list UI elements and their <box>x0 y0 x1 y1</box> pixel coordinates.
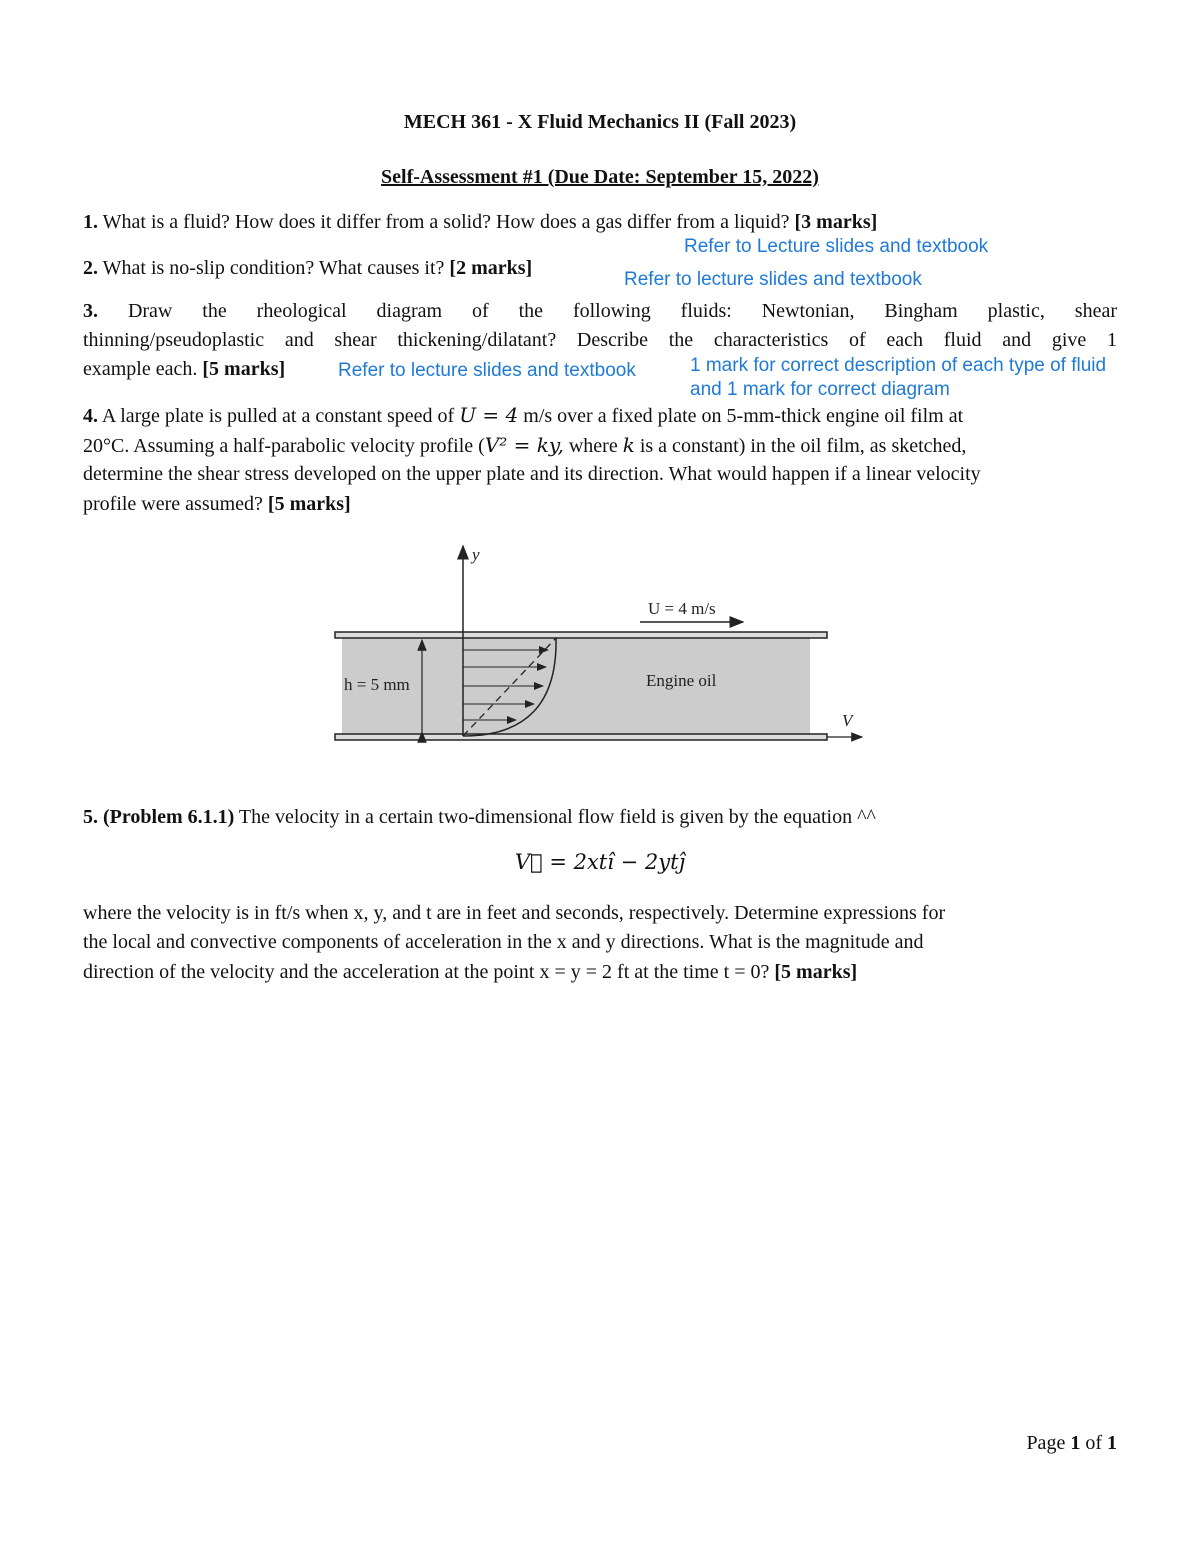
question-text: A large plate is pulled at a constant speed of <box>98 405 460 427</box>
question-number: 1. <box>83 211 98 233</box>
marks: [3 marks] <box>794 211 878 233</box>
v-label: V <box>842 711 853 730</box>
upper-plate <box>335 632 827 638</box>
question-number: 2. <box>83 257 98 279</box>
fluid-label: Engine oil <box>646 671 717 690</box>
page-total: 1 <box>1107 1432 1117 1454</box>
question-5-line-2: the local and convective components of acceleration in the x and y directions. What is the magnitude and <box>83 931 924 953</box>
question-text: The velocity in a certain two-dimensional flow field is given by the equation ^^ <box>234 806 876 828</box>
y-axis-label: y <box>472 545 480 564</box>
course-title: MECH 361 - X Fluid Mechanics II (Fall 2023) <box>403 111 797 133</box>
annotation-q3-left: Refer to lecture slides and textbook <box>338 360 636 381</box>
marks: [2 marks] <box>449 257 533 279</box>
assessment-title: Self-Assessment #1 (Due Date: September 15, 2022) <box>381 166 819 188</box>
question-number: 5. <box>83 806 98 828</box>
annotation-q2: Refer to lecture slides and textbook <box>624 269 922 290</box>
marks: [5 marks] <box>267 493 351 515</box>
h-label: h = 5 mm <box>344 675 410 694</box>
annotation-q1: Refer to Lecture slides and textbook <box>684 236 989 257</box>
lower-plate <box>335 734 827 740</box>
marks: [5 marks] <box>774 961 858 983</box>
velocity-equation: V⃗ = 2xtî − 2ytĵ <box>514 850 686 874</box>
question-3-line-2: thinning/pseudoplastic and shear thickening/dilatant? Describe the characteristics of each fluid and give 1 <box>83 329 1117 351</box>
question-2 <box>83 254 1117 283</box>
question-text: What is a fluid? How does it differ from a solid? How does a gas differ from a liquid? <box>98 211 795 233</box>
question-text: Draw the rheological diagram of the following fluids: Newtonian, Bingham plastic, shear <box>127 300 1117 322</box>
annotation-q3-right-1: 1 mark for correct description of each type of fluid <box>690 355 1107 376</box>
question-4-line-3: determine the shear stress developed on the upper plate and its direction. What would happen if a linear velocity <box>83 463 981 485</box>
question-1 <box>83 208 1117 237</box>
question-text: is a constant) in the oil film, as sketched, <box>634 435 967 457</box>
question-4-line-1 <box>83 401 1117 431</box>
question-number: 4. <box>83 405 98 427</box>
question-5-line-1: where the velocity is in ft/s when x, y, and t are in feet and seconds, respectively. Determine expressions for <box>83 902 946 924</box>
question-5-intro <box>83 803 1117 832</box>
question-text: profile were assumed? <box>83 493 268 515</box>
question-text: where <box>563 435 623 457</box>
question-4-line-4 <box>83 490 351 519</box>
question-5-line-3 <box>83 958 857 987</box>
marks: [5 marks] <box>202 358 286 380</box>
question-3-line-1 <box>83 297 1117 326</box>
question-text: 20°C. Assuming a half-parabolic velocity profile ( <box>83 435 485 457</box>
question-number: 3. <box>83 300 98 322</box>
page-number <box>1026 1432 1117 1455</box>
question-text: direction of the velocity and the acceleration at the point x = y = 2 ft at the time t = 0? <box>83 961 775 983</box>
math-expression: k <box>622 433 635 457</box>
question-4-line-2 <box>83 431 1117 461</box>
math-expression: U = 4 <box>459 403 519 427</box>
u-label: U = 4 m/s <box>648 599 716 618</box>
question-text: m/s over a fixed plate on 5-mm-thick engine oil film at <box>518 405 964 427</box>
math-expression: V² = ky, <box>484 433 564 457</box>
question-3-line-3 <box>83 355 285 384</box>
problem-reference: (Problem 6.1.1) <box>103 806 235 828</box>
question-text: example each. <box>83 358 203 380</box>
page-current: 1 <box>1070 1432 1081 1454</box>
page-of-label: of <box>1080 1432 1107 1454</box>
question-text: What is no-slip condition? What causes it? <box>98 257 450 279</box>
page-label: Page <box>1026 1432 1071 1454</box>
annotation-q3-right-2: and 1 mark for correct diagram <box>690 379 950 400</box>
velocity-profile-figure <box>330 540 870 750</box>
oil-film <box>342 638 810 734</box>
